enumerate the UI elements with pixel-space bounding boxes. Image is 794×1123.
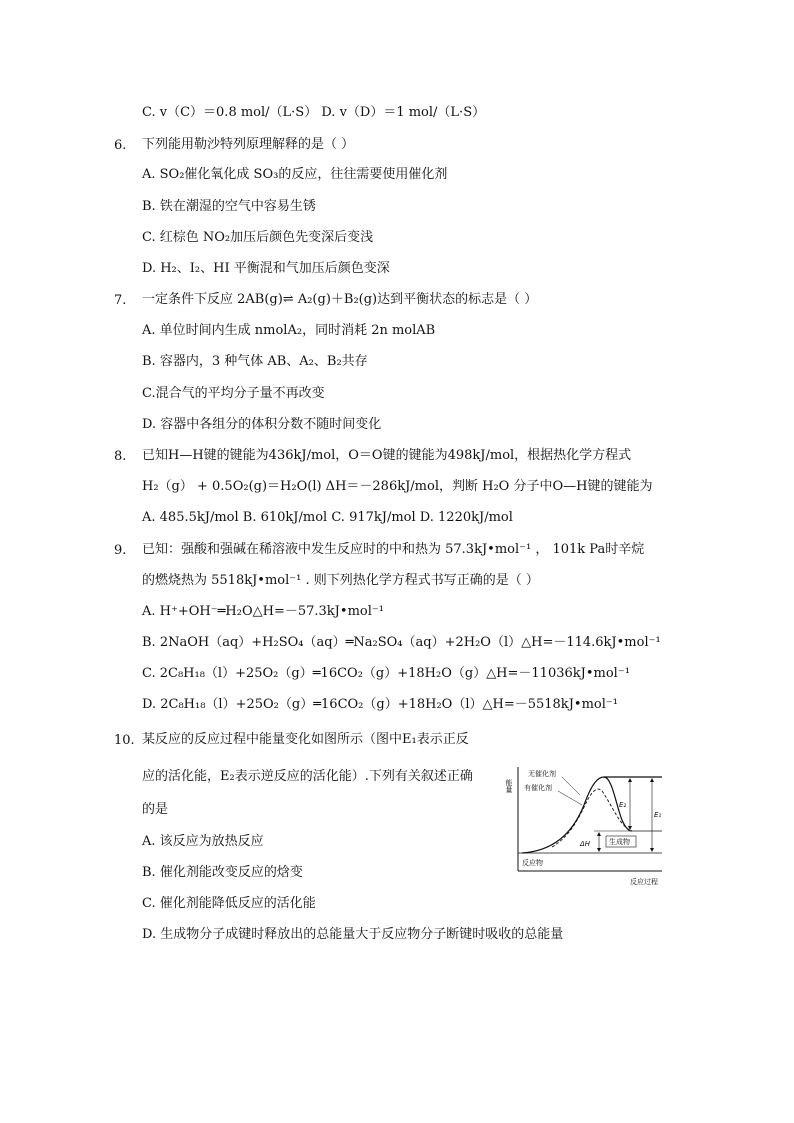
- q6-option-b: B. 铁在潮湿的空气中容易生锈: [142, 199, 316, 214]
- q10-stem-continued: 应的活化能，E₂表示逆反应的活化能）.下列有关叙述正确: [142, 769, 473, 784]
- q6-option-a: A. SO₂催化氧化成 SO₃的反应，往往需要使用催化剂: [142, 167, 448, 182]
- q6-stem: 下列能用勒沙特列原理解释的是（ ）: [142, 137, 355, 152]
- q10-number: 10.: [114, 733, 135, 748]
- e1-label: E₁: [654, 811, 662, 819]
- q7-option-a: A. 单位时间内生成 nmolA₂，同时消耗 2n molAB: [142, 323, 436, 338]
- q10-stem: 某反应的反应过程中能量变化如图所示（图中E₁表示正反: [142, 732, 469, 747]
- q7-option-d: D. 容器中各组分的体积分数不随时间变化: [142, 417, 382, 432]
- q6-option-c: C. 红棕色 NO₂加压后颜色先变深后变浅: [142, 230, 374, 245]
- q10-option-b: B. 催化剂能改变反应的焓变: [142, 865, 303, 880]
- product-label: 生成物: [609, 838, 630, 846]
- e2-label: E₂: [619, 801, 627, 809]
- e1-arrow-head-bottom: [650, 848, 654, 852]
- dh-arrow-head-top: [597, 832, 601, 836]
- q9-number: 9.: [114, 543, 127, 558]
- e1-arrow-head-top: [650, 778, 654, 782]
- q9-stem-continued: 的燃烧热为 5518kJ•mol⁻¹ . 则下列热化学方程式书写正确的是（ ）: [142, 573, 539, 588]
- q10-option-d: D. 生成物分子成键时释放出的总能量大于反应物分子断键时吸收的总能量: [142, 927, 564, 942]
- reactant-label: 反应物: [522, 859, 543, 867]
- e2-arrow-head-top: [628, 778, 632, 782]
- q9-option-a: A. H⁺+OH⁻═H₂O△H=－57.3kJ•mol⁻¹: [142, 604, 384, 619]
- no-catalyst-descent: [604, 777, 632, 831]
- q10-option-c: C. 催化剂能降低反应的活化能: [142, 896, 316, 911]
- q7-option-c: C.混合气的平均分子量不再改变: [142, 386, 325, 401]
- q8-number: 8.: [114, 449, 127, 464]
- y-axis-label: 能量: [505, 779, 513, 793]
- q7-option-b: B. 容器内，3 种气体 AB、A₂、B₂共存: [142, 354, 368, 369]
- q7-stem: 一定条件下反应 2AB(g)⇌ A₂(g)＋B₂(g)达到平衡状态的标志是（ ）: [142, 292, 538, 307]
- q10-option-a: A. 该反应为放热反应: [142, 834, 264, 849]
- q8-equation: H₂（g） + 0.5O₂(g)＝H₂O(l) ΔH＝－286kJ/mol，判断 H₂O 分子中O—H键的键能为: [142, 479, 653, 494]
- x-axis-label: 反应过程: [630, 878, 658, 886]
- q9-stem: 已知：强酸和强碱在稀溶液中发生反应时的中和热为 57.3kJ•mol⁻¹ ， 101k Pa时辛烷: [142, 542, 645, 557]
- q9-option-b: B. 2NaOH（aq）+H₂SO₄（aq）═Na₂SO₄（aq）+2H₂O（l）△H=－114.6kJ•mol⁻¹: [142, 635, 661, 650]
- q8-stem: 已知H—H键的键能为436kJ/mol，O＝O键的键能为498kJ/mol，根据热化学方程式: [142, 448, 632, 463]
- q6-option-d: D. H₂、I₂、HI 平衡混和气加压后颜色变深: [142, 261, 390, 276]
- no-catalyst-label: 无催化剂: [528, 770, 556, 778]
- no-catalyst-leader: [562, 777, 580, 795]
- q8-options: A. 485.5kJ/mol B. 610kJ/mol C. 917kJ/mol D. 1220kJ/mol: [142, 510, 513, 525]
- q9-option-c: C. 2C₈H₁₈（l）+25O₂（g）═16CO₂（g）+18H₂O（g）△H=－11036kJ•mol⁻¹: [142, 666, 630, 681]
- dh-arrow-head-bottom: [597, 848, 601, 852]
- q7-number: 7.: [114, 293, 127, 308]
- q9-option-d: D. 2C₈H₁₈（l）+25O₂（g）═16CO₂（g）+18H₂O（l）△H=－5518kJ•mol⁻¹: [142, 697, 618, 712]
- q5-options-cd: C. v（C）＝0.8 mol/（L·S） D. v（D）＝1 mol/（L·S）: [142, 105, 486, 120]
- q10-stem-end: 的是: [142, 802, 169, 817]
- dh-label: ΔH: [580, 840, 591, 848]
- catalyst-label: 有催化剂: [524, 784, 552, 792]
- energy-diagram: [505, 765, 672, 890]
- q6-number: 6.: [114, 138, 127, 153]
